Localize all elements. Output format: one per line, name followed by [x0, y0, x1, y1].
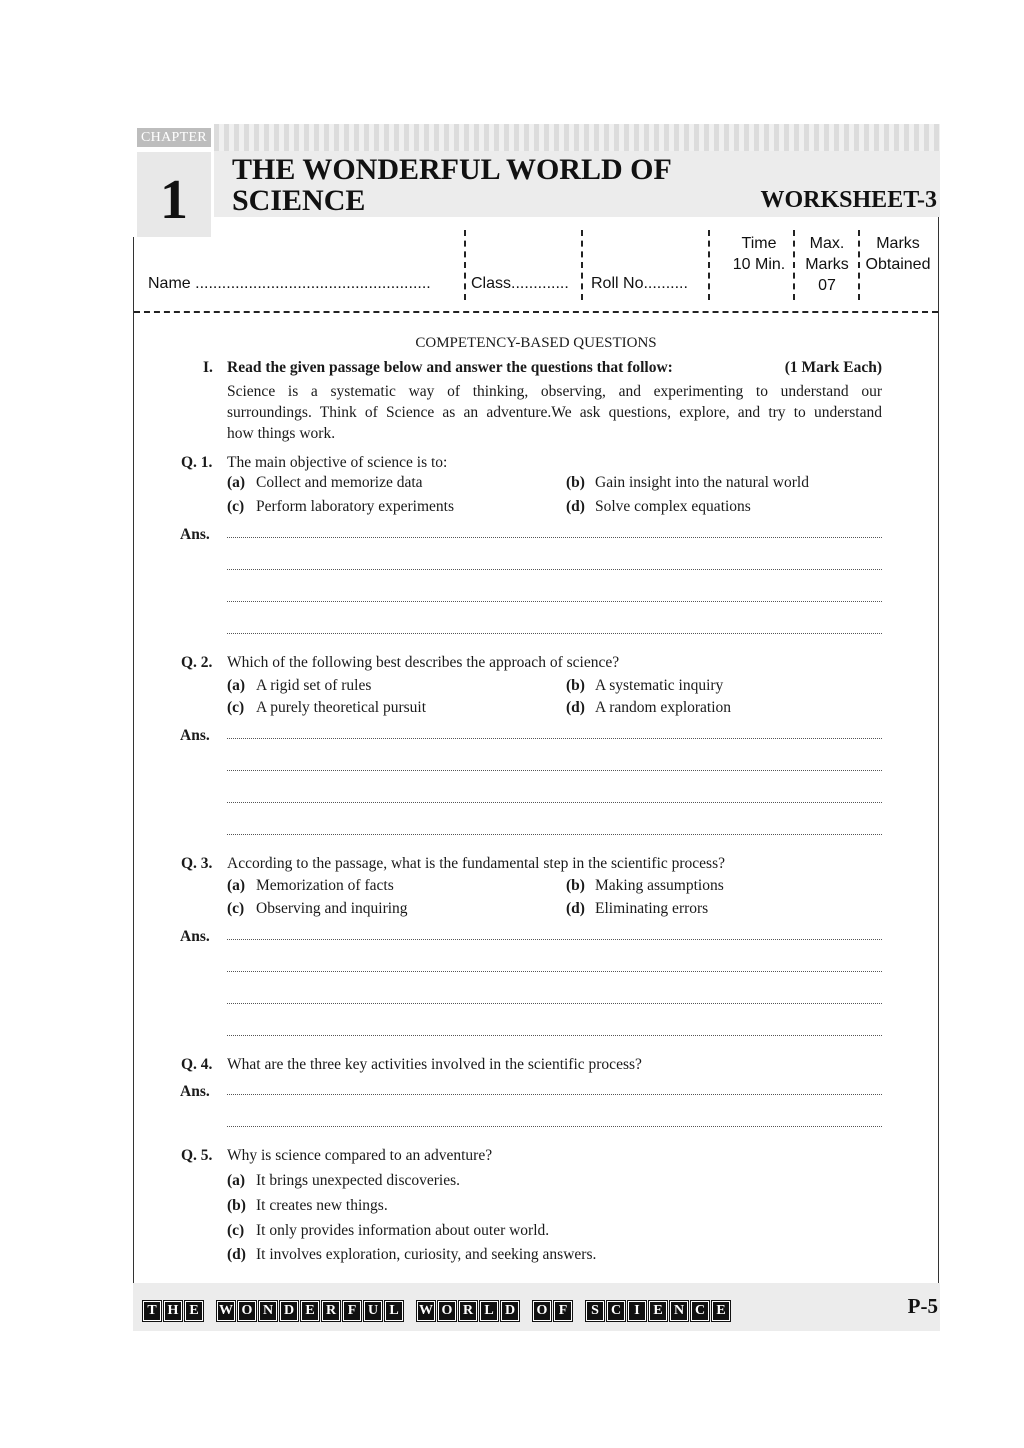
worksheet-label: WORKSHEET-3: [760, 187, 937, 213]
option-text: A rigid set of rules: [256, 677, 372, 694]
answer-line[interactable]: [227, 1003, 882, 1004]
option-d: [566, 496, 751, 517]
answer-line[interactable]: [227, 971, 882, 972]
footer-word: [586, 1301, 730, 1321]
option-b: [227, 1195, 388, 1216]
passage-line: how things work.: [227, 425, 336, 442]
option-label: (c): [227, 1222, 245, 1239]
header-separator: [134, 311, 938, 313]
option-label: (d): [566, 900, 585, 917]
footer-letter: O: [533, 1301, 551, 1321]
answer-line[interactable]: [227, 939, 882, 940]
answer-line[interactable]: [227, 770, 882, 771]
page-number: P-5: [907, 1294, 938, 1318]
footer-word: [533, 1301, 572, 1321]
option-label: (a): [227, 1172, 246, 1189]
option-a: [227, 1170, 460, 1191]
footer-letter: E: [649, 1301, 667, 1321]
footer-letter: D: [501, 1301, 519, 1321]
footer-letter: O: [438, 1301, 456, 1321]
max-marks-label1: Max.: [809, 235, 845, 252]
section-instruction: Read the given passage below and answer the questions that follow:: [227, 359, 673, 376]
option-label: (d): [566, 699, 585, 716]
footer-letter: S: [586, 1301, 604, 1321]
option-d: [566, 898, 708, 919]
footer-letter: C: [691, 1301, 709, 1321]
chapter-label: CHAPTER: [137, 128, 211, 147]
option-text: Observing and inquiring: [256, 900, 408, 917]
option-text: It brings unexpected discoveries.: [256, 1172, 461, 1189]
chapter-title: [232, 154, 752, 216]
answer-line[interactable]: [227, 834, 882, 835]
option-b: [566, 875, 724, 896]
option-text: A systematic inquiry: [595, 677, 724, 694]
name-field[interactable]: Name .....................................................: [148, 275, 431, 292]
footer-letter: R: [322, 1301, 340, 1321]
footer-letter: H: [164, 1301, 182, 1321]
passage-line: surroundings. Think of Science as an adventure.We ask questions, explore, and try to understand: [227, 404, 882, 421]
footer-letter: T: [143, 1301, 161, 1321]
divider: [581, 230, 583, 300]
marks-obtained-box: [861, 233, 935, 275]
answer-line[interactable]: [227, 1094, 882, 1095]
option-label: (a): [227, 474, 246, 491]
option-label: (d): [566, 498, 585, 515]
option-label: (a): [227, 677, 246, 694]
option-text: It creates new things.: [256, 1197, 388, 1214]
answer-label: Ans.: [180, 727, 210, 744]
max-marks-label2: Marks: [805, 256, 849, 273]
footer-word: [417, 1301, 519, 1321]
passage-line: Science is a systematic way of thinking, observing, and experimenting to understand our: [227, 383, 882, 400]
option-a: [227, 472, 423, 493]
option-text: It involves exploration, curiosity, and seeking answers.: [256, 1246, 597, 1263]
section-heading: COMPETENCY-BASED QUESTIONS: [415, 335, 657, 351]
answer-line[interactable]: [227, 633, 882, 634]
footer-letter: N: [259, 1301, 277, 1321]
option-text: Memorization of facts: [256, 877, 394, 894]
footer-word: [217, 1301, 403, 1321]
option-text: Perform laboratory experiments: [256, 498, 454, 515]
footer-letter: F: [554, 1301, 572, 1321]
option-b: [566, 675, 723, 696]
question-number: Q. 3.: [181, 855, 213, 872]
footer-letter: E: [712, 1301, 730, 1321]
option-label: (c): [227, 900, 245, 917]
footer-letter: R: [459, 1301, 477, 1321]
option-text: Solve complex equations: [595, 498, 751, 515]
option-label: (c): [227, 498, 245, 515]
footer-letter: O: [238, 1301, 256, 1321]
answer-line[interactable]: [227, 537, 882, 538]
option-text: It only provides information about outer world.: [256, 1222, 550, 1239]
option-label: (c): [227, 699, 245, 716]
option-d: [566, 697, 731, 718]
divider: [708, 230, 710, 300]
option-text: A purely theoretical pursuit: [256, 699, 427, 716]
footer-letter: I: [628, 1301, 646, 1321]
footer-letter: L: [480, 1301, 498, 1321]
time-label: Time: [741, 235, 777, 252]
footer-letter: E: [185, 1301, 203, 1321]
max-marks-box: [799, 233, 855, 296]
chapter-title-line2: SCIENCE: [232, 184, 366, 217]
footer-letter: E: [301, 1301, 319, 1321]
answer-label: Ans.: [180, 1083, 210, 1100]
chapter-title-line1: THE WONDERFUL WORLD OF: [232, 153, 672, 186]
question-number: Q. 5.: [181, 1147, 213, 1164]
answer-line[interactable]: [227, 738, 882, 739]
question-text: According to the passage, what is the fundamental step in the scientific process?: [227, 855, 725, 872]
max-marks-value: 07: [818, 277, 836, 294]
footer-letter: L: [385, 1301, 403, 1321]
option-text: A random exploration: [595, 699, 732, 716]
option-label: (d): [227, 1246, 246, 1263]
marks-obtained-label1: Marks: [876, 235, 920, 252]
option-c: [227, 898, 408, 919]
section-marks: (1 Mark Each): [784, 359, 882, 376]
footer-letter: W: [217, 1301, 235, 1321]
answer-line[interactable]: [227, 1035, 882, 1036]
answer-line[interactable]: [227, 601, 882, 602]
option-c: [227, 496, 454, 517]
option-text: Collect and memorize data: [256, 474, 423, 491]
option-text: Eliminating errors: [595, 900, 709, 917]
header-stripe: [214, 124, 940, 151]
page-border-left: [133, 237, 134, 1283]
option-text: Making assumptions: [595, 877, 724, 894]
option-a: [227, 875, 394, 896]
option-c: [227, 697, 426, 718]
page-border-right: [938, 217, 939, 1283]
question-text: What are the three key activities involved in the scientific process?: [227, 1056, 642, 1073]
option-label: (a): [227, 877, 246, 894]
divider: [793, 230, 795, 300]
footer-letter: F: [343, 1301, 361, 1321]
answer-label: Ans.: [180, 526, 210, 543]
option-label: (b): [566, 677, 585, 694]
answer-line[interactable]: [227, 1126, 882, 1127]
option-text: Gain insight into the natural world: [595, 474, 809, 491]
answer-line[interactable]: [227, 802, 882, 803]
question-number: Q. 1.: [181, 454, 213, 471]
footer-letter: U: [364, 1301, 382, 1321]
question-number: Q. 2.: [181, 654, 213, 671]
footer-letter: C: [607, 1301, 625, 1321]
question-text: Which of the following best describes the approach of science?: [227, 654, 620, 671]
footer-letter: D: [280, 1301, 298, 1321]
class-field[interactable]: Class.............: [471, 275, 569, 292]
footer-word: [143, 1301, 203, 1321]
time-box: [722, 233, 796, 275]
option-a: [227, 675, 371, 696]
answer-label: Ans.: [180, 928, 210, 945]
footer-letter: N: [670, 1301, 688, 1321]
option-label: (b): [566, 877, 585, 894]
option-label: (b): [566, 474, 585, 491]
divider: [464, 230, 466, 300]
option-c: [227, 1220, 549, 1241]
roll-no-field[interactable]: Roll No..........: [591, 275, 688, 292]
question-text: Why is science compared to an adventure?: [227, 1147, 493, 1164]
marks-obtained-label2: Obtained: [865, 256, 931, 273]
option-label: (b): [227, 1197, 246, 1214]
option-d: [227, 1244, 596, 1265]
option-b: [566, 472, 809, 493]
chapter-number: 1: [137, 152, 211, 237]
question-number: Q. 4.: [181, 1056, 213, 1073]
answer-line[interactable]: [227, 569, 882, 570]
footer-letter: W: [417, 1301, 435, 1321]
time-value: 10 Min.: [732, 256, 786, 273]
footer-title: [143, 1301, 730, 1321]
divider: [858, 230, 860, 300]
question-text: The main objective of science is to:: [227, 454, 448, 471]
section-number: I.: [203, 359, 213, 376]
